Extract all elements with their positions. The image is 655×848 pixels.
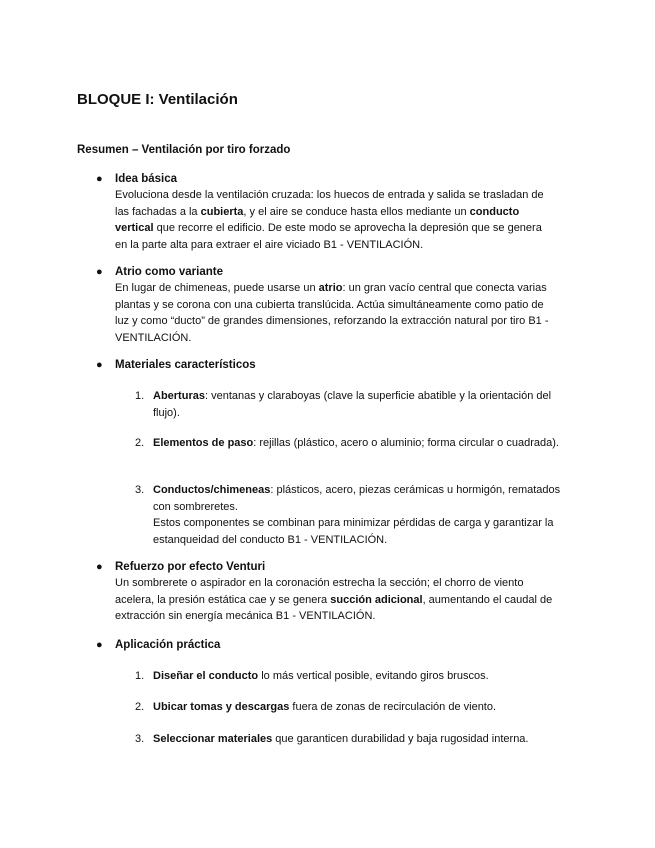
section-title: Materiales característicos bbox=[115, 359, 256, 371]
section-venturi bbox=[96, 559, 556, 625]
section-title: Refuerzo por efecto Venturi bbox=[115, 561, 266, 573]
section-atrio bbox=[96, 264, 556, 346]
section-materiales bbox=[96, 357, 556, 373]
section-title: Aplicación práctica bbox=[115, 639, 221, 651]
section-body: En lugar de chimeneas, puede usarse un atrio: un gran vacío central que conecta varias plantas y se corona con una cubierta translúcida. Actúa simultáneamente como patio de luz y como “ducto” de grandes dimensiones, reforzando la extracción natural por tiro B1 - VENTILACIÓN. bbox=[115, 282, 549, 344]
list-item: 3. Seleccionar materiales que garanticen durabilidad y baja rugosidad interna. bbox=[135, 733, 529, 745]
list-item: 3. Conductos/chimeneas: plásticos, acero, piezas cerámicas u hormigón, rematados con sombreretes. Estos componentes se combinan para minimizar pérdidas de carga y garantizar la estanqueidad del conducto B1 - VENTILACIÓN. bbox=[135, 484, 561, 546]
section-title: Idea básica bbox=[115, 173, 178, 185]
bullet-dot: ● bbox=[96, 173, 103, 185]
list-item: 1. Diseñar el conducto lo más vertical posible, evitando giros bruscos. bbox=[135, 670, 489, 682]
bullet-dot: ● bbox=[96, 266, 103, 278]
document-title: BLOQUE I: Ventilación bbox=[77, 91, 238, 108]
list-item: 1. Aberturas: ventanas y claraboyas (clave la superficie abatible y la orientación del flujo). bbox=[135, 390, 552, 419]
bullet-dot: ● bbox=[96, 561, 103, 573]
section-body: Un sombrerete o aspirador en la coronación estrecha la sección; el chorro de viento acelera, la presión estática cae y se genera succión adicional, aumentando el caudal de extracción sin energía mecánica B1 - VENTILACIÓN. bbox=[115, 577, 553, 622]
bullet-dot: ● bbox=[96, 359, 103, 371]
list-item: 2. Ubicar tomas y descargas fuera de zonas de recirculación de viento. bbox=[135, 701, 497, 713]
section-idea-basica bbox=[96, 171, 556, 253]
list-item: 2. Elementos de paso: rejillas (plástico, acero o aluminio; forma circular o cuadrada). bbox=[135, 437, 559, 449]
document-subtitle: Resumen – Ventilación por tiro forzado bbox=[77, 144, 291, 156]
section-aplicacion bbox=[96, 637, 556, 653]
section-title: Atrio como variante bbox=[115, 266, 223, 278]
section-body: Evoluciona desde la ventilación cruzada: los huecos de entrada y salida se trasladan de las fachadas a la cubierta, y el aire se conduce hasta ellos mediante un conducto vertical que recorre el edificio. De este modo se aprovecha la depresión que se genera en la parte alta para extraer el aire viciado B1 - VENTILACIÓN. bbox=[115, 189, 544, 251]
bullet-dot: ● bbox=[96, 639, 103, 651]
